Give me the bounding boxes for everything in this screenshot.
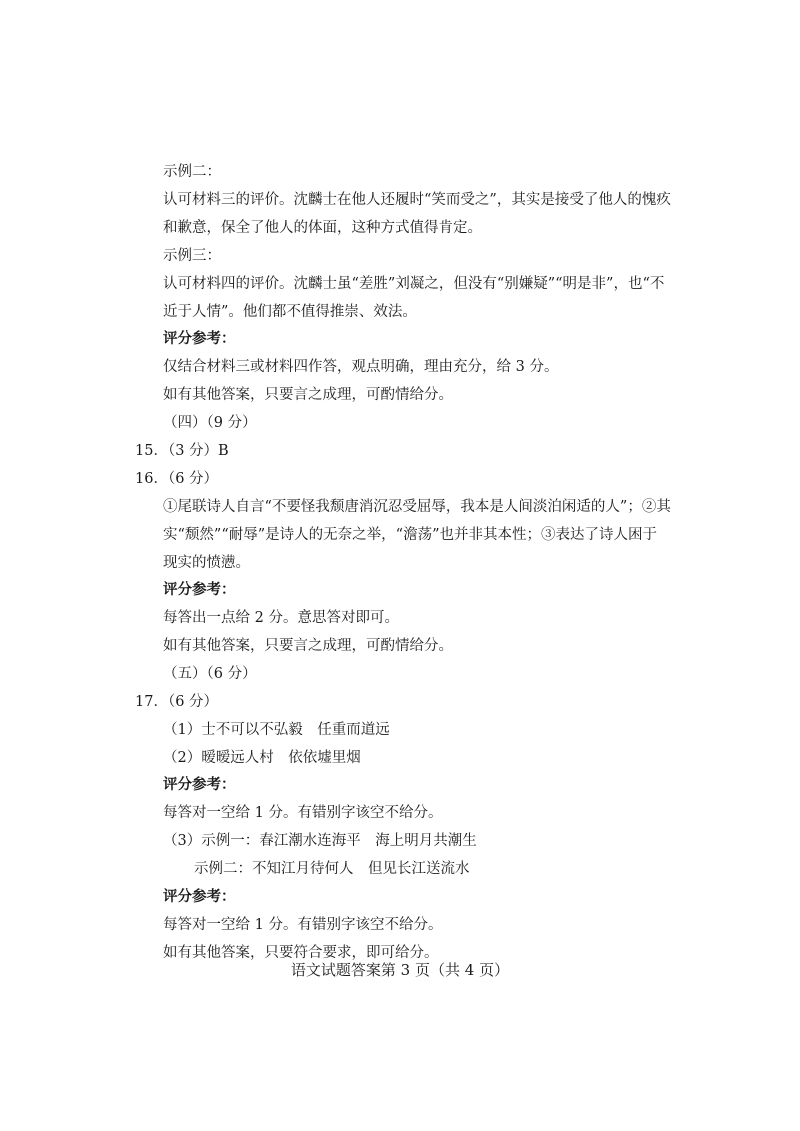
scoring-text-line: 仅结合材料三或材料四作答，观点明确，理由充分，给 3 分。 [163, 359, 559, 375]
question-16-answer-line-3: 现实的愤懑。 [163, 555, 250, 571]
page-footer: 语文试题答案第 3 页（共 4 页） [290, 961, 510, 979]
question-17: 17．（6 分） [135, 694, 219, 710]
example-2-text-line-2: 和歉意，保全了他人的体面，这种方式值得肯定。 [163, 220, 482, 236]
question-17-answer-1: （1）士不可以不弘毅 任重而道远 [163, 722, 390, 738]
example-2-heading: 示例二： [163, 164, 221, 180]
scoring-text-line: 每答对一空给 1 分。有错别字该空不给分。 [163, 917, 443, 933]
question-17-answer-3-example-2: 示例二：不知江月待何人 但见长江送流水 [194, 861, 470, 877]
scoring-reference-heading: 评分参考： [163, 581, 236, 598]
example-3-text-line-1: 认可材料四的评价。沈麟士虽“差胜”刘凝之，但没有“别嫌疑”“明是非”，也“不 [163, 276, 665, 292]
scoring-text-line: 每答对一空给 1 分。有错别字该空不给分。 [163, 805, 443, 821]
example-2-text-line-1: 认可材料三的评价。沈麟士在他人还履时“笑而受之”，其实是接受了他人的愧疚 [163, 192, 671, 208]
scoring-text-line: 每答出一点给 2 分。意思答对即可。 [163, 610, 399, 626]
example-3-heading: 示例三： [163, 248, 221, 264]
section-4-heading: （四）（9 分） [163, 415, 257, 431]
question-16-answer-line-2: 实“颓然”“耐辱”是诗人的无奈之举，“澹荡”也并非其本性；③表达了诗人困于 [163, 527, 657, 543]
scoring-reference-heading: 评分参考： [163, 888, 236, 905]
question-17-answer-3-example-1: （3）示例一：春江潮水连海平 海上明月共潮生 [163, 833, 477, 849]
other-answers-note: 如有其他答案，只要言之成理，可酌情给分。 [163, 638, 453, 654]
example-3-text-line-2: 近于人情”。他们都不值得推崇、效法。 [163, 304, 417, 320]
other-answers-note: 如有其他答案，只要符合要求，即可给分。 [163, 945, 439, 961]
question-15: 15．（3 分）B [135, 443, 229, 459]
other-answers-note: 如有其他答案，只要言之成理，可酌情给分。 [163, 387, 453, 403]
section-5-heading: （五）（6 分） [163, 666, 257, 682]
scoring-reference-heading: 评分参考： [163, 330, 236, 347]
question-16: 16．（6 分） [135, 471, 219, 487]
question-17-answer-2: （2）暧暧远人村 依依墟里烟 [163, 750, 361, 766]
question-16-answer-line-1: ①尾联诗人自言“不要怪我颓唐消沉忍受屈辱，我本是人间淡泊闲适的人”；②其 [163, 499, 671, 515]
scoring-reference-heading: 评分参考： [163, 776, 236, 793]
